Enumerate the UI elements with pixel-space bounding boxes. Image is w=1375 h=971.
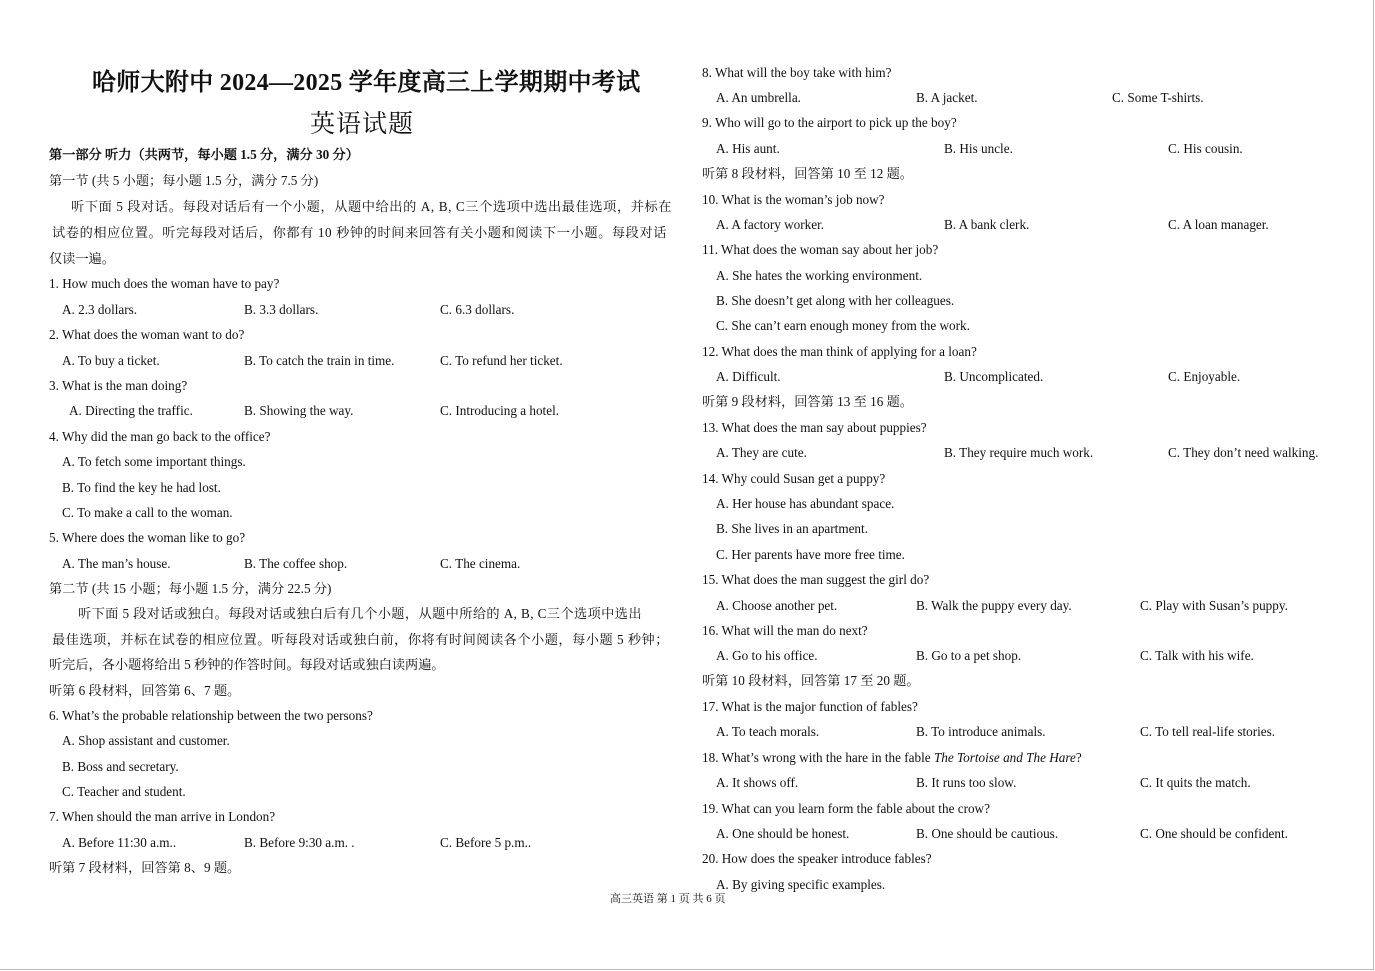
option-c: C. Introducing a hotel. (440, 403, 560, 418)
question-8: 8. What will the boy take with him? (702, 65, 892, 80)
question-2: 2. What does the woman want to do? (49, 327, 245, 342)
question-5: 5. Where does the woman like to go? (49, 530, 246, 545)
option-a: A. A factory worker. (716, 217, 825, 232)
option-c: C. The cinema. (440, 556, 521, 571)
part1-heading: 第一部分 听力（共两节，每小题 1.5 分，满分 30 分） (49, 147, 359, 162)
option-a: A. An umbrella. (716, 90, 801, 105)
section1-heading: 第一节 (共 5 小题；每小题 1.5 分，满分 7.5 分) (49, 173, 319, 188)
question-9: 9. Who will go to the airport to pick up the boy? (702, 115, 957, 130)
material-7-heading: 听第 7 段材料，回答第 8、9 题。 (49, 860, 241, 875)
option-c: C. Play with Susan’s puppy. (1140, 598, 1288, 613)
material-8-heading: 听第 8 段材料，回答第 10 至 12 题。 (702, 166, 913, 181)
option-a: A. To fetch some important things. (62, 454, 246, 469)
option-b: B. The coffee shop. (244, 556, 348, 571)
option-b: B. They require much work. (944, 445, 1094, 460)
option-c: C. It quits the match. (1140, 775, 1251, 790)
question-18-end: ? (1075, 750, 1082, 765)
option-a: A. 2.3 dollars. (62, 302, 138, 317)
page-footer: 高三英语 第 1 页 共 6 页 (610, 893, 726, 905)
option-b: B. She doesn’t get along with her colleagues. (716, 293, 955, 308)
exam-subtitle: 英语试题 (310, 111, 415, 138)
option-a: A. It shows off. (716, 775, 799, 790)
question-20: 20. How does the speaker introduce fables? (702, 851, 932, 866)
option-a: A. She hates the working environment. (716, 268, 923, 283)
option-b: B. A jacket. (916, 90, 978, 105)
section1-instruction-line: 试卷的相应位置。听完每段对话后，你都有 10 秒钟的时间来回答有关小题和阅读下一小题。每段对话 (52, 225, 668, 240)
question-14: 14. Why could Susan get a puppy? (702, 471, 886, 486)
question-15: 15. What does the man suggest the girl do? (702, 572, 930, 587)
option-c: C. Enjoyable. (1168, 369, 1241, 384)
option-a: A. Before 11:30 a.m.. (62, 835, 177, 850)
option-c: C. To tell real-life stories. (1140, 724, 1276, 739)
question-11: 11. What does the woman say about her job? (702, 242, 939, 257)
option-b: B. A bank clerk. (944, 217, 1030, 232)
option-b: B. To find the key he had lost. (62, 480, 221, 495)
option-a: A. To buy a ticket. (62, 353, 160, 368)
option-a: A. His aunt. (716, 141, 780, 156)
option-a: A. Directing the traffic. (69, 403, 193, 418)
option-a: A. The man’s house. (62, 556, 171, 571)
question-18 (702, 750, 1082, 766)
material-10-heading: 听第 10 段材料，回答第 17 至 20 题。 (702, 673, 920, 688)
option-b: B. One should be cautious. (916, 826, 1059, 841)
option-c: C. To refund her ticket. (440, 353, 563, 368)
option-c: C. Before 5 p.m.. (440, 835, 532, 850)
option-b: B. Uncomplicated. (944, 369, 1044, 384)
option-b: B. Walk the puppy every day. (916, 598, 1072, 613)
section2-instruction-line: 最佳选项，并标在试卷的相应位置。听每段对话或独白前，你将有时间阅读各个小题，每小题 5 秒钟； (52, 632, 669, 647)
option-c: C. His cousin. (1168, 141, 1243, 156)
question-6: 6. What’s the probable relationship between the two persons? (49, 708, 373, 723)
section2-instruction-line: 听下面 5 段对话或独白。每段对话或独白后有几个小题，从题中所给的 A, B, C三个选项中选出 (78, 606, 642, 621)
question-13: 13. What does the man say about puppies? (702, 420, 927, 435)
option-b: B. Go to a pet shop. (916, 648, 1022, 663)
question-1: 1. How much does the woman have to pay? (49, 276, 280, 291)
fable-title: The Tortoise and The Hare (933, 750, 1076, 765)
section1-instruction-line: 仅读一遍。 (49, 251, 115, 266)
option-a: A. To teach morals. (716, 724, 820, 739)
option-b: B. To catch the train in time. (244, 353, 395, 368)
option-c: C. To make a call to the woman. (62, 505, 233, 520)
option-b: B. Showing the way. (244, 403, 354, 418)
option-c: C. Teacher and student. (62, 784, 186, 799)
option-b: B. To introduce animals. (916, 724, 1046, 739)
exam-title: 哈师大附中 2024—2025 学年度高三上学期期中考试 (92, 70, 641, 96)
option-a: A. Shop assistant and customer. (62, 733, 230, 748)
question-18-text: 18. What’s wrong with the hare in the fable (702, 750, 934, 765)
question-17: 17. What is the major function of fables? (702, 699, 918, 714)
question-12: 12. What does the man think of applying for a loan? (702, 344, 977, 359)
option-b: B. Boss and secretary. (62, 759, 179, 774)
question-3: 3. What is the man doing? (49, 378, 188, 393)
option-c: C. Her parents have more free time. (716, 547, 905, 562)
option-b: B. 3.3 dollars. (244, 302, 319, 317)
option-b: B. She lives in an apartment. (716, 521, 868, 536)
question-16: 16. What will the man do next? (702, 623, 868, 638)
option-a: A. Go to his office. (716, 648, 818, 663)
option-c: C. One should be confident. (1140, 826, 1288, 841)
option-a: A. Her house has abundant space. (716, 496, 895, 511)
option-c: C. She can’t earn enough money from the work. (716, 318, 970, 333)
material-6-heading: 听第 6 段材料，回答第 6、7 题。 (49, 683, 241, 698)
option-a: A. They are cute. (716, 445, 807, 460)
section2-heading: 第二节 (共 15 小题；每小题 1.5 分，满分 22.5 分) (49, 581, 332, 596)
option-c: C. They don’t need walking. (1168, 445, 1319, 460)
question-4: 4. Why did the man go back to the office? (49, 429, 271, 444)
option-a: A. One should be honest. (716, 826, 850, 841)
option-c: C. A loan manager. (1168, 217, 1269, 232)
option-a: A. By giving specific examples. (716, 877, 886, 892)
question-10: 10. What is the woman’s job now? (702, 192, 885, 207)
option-c: C. Some T-shirts. (1112, 90, 1204, 105)
option-a: A. Choose another pet. (716, 598, 838, 613)
material-9-heading: 听第 9 段材料，回答第 13 至 16 题。 (702, 394, 913, 409)
option-b: B. His uncle. (944, 141, 1013, 156)
option-c: C. 6.3 dollars. (440, 302, 515, 317)
section1-instruction-line: 听下面 5 段对话。每段对话后有一个小题，从题中给出的 A, B, C三个选项中选出最佳选项，并标在 (71, 199, 673, 214)
section2-instruction-line: 听完后，各小题将给出 5 秒钟的作答时间。每段对话或独白读两遍。 (49, 657, 445, 672)
question-19: 19. What can you learn form the fable about the crow? (702, 801, 990, 816)
option-c: C. Talk with his wife. (1140, 648, 1254, 663)
option-b: B. It runs too slow. (916, 775, 1017, 790)
option-a: A. Difficult. (716, 369, 781, 384)
question-7: 7. When should the man arrive in London? (49, 809, 276, 824)
option-b: B. Before 9:30 a.m. . (244, 835, 355, 850)
